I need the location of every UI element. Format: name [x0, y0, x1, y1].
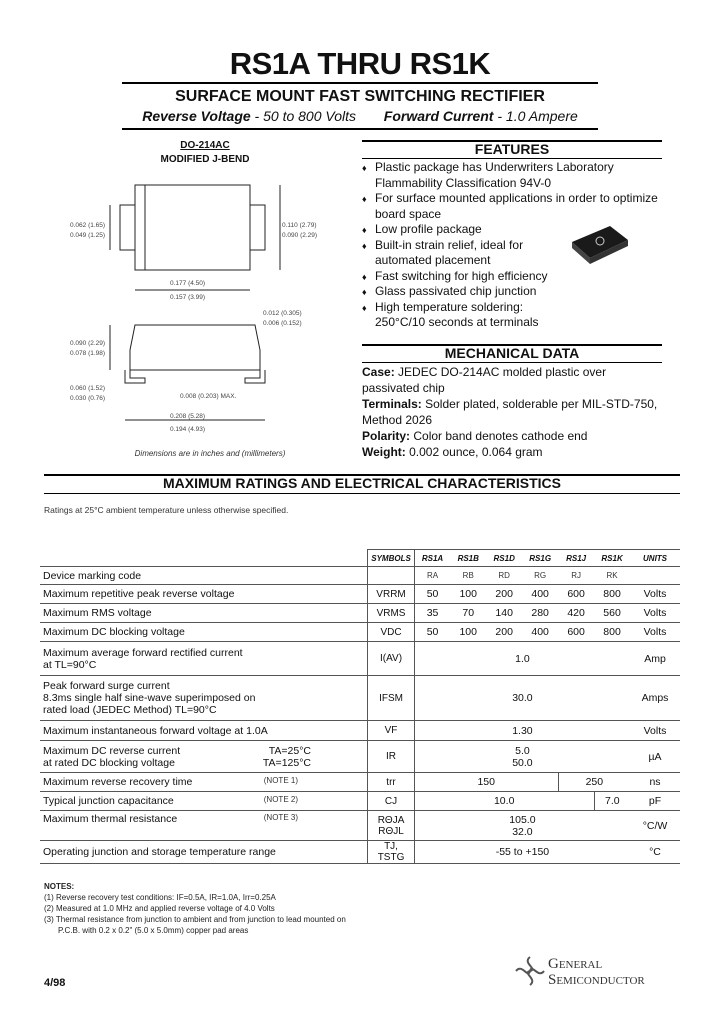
- package-outline-drawing: [70, 175, 340, 450]
- cell-value: 10.0: [414, 792, 594, 811]
- mechanical-data: [362, 364, 658, 460]
- column-header: UNITS: [630, 550, 680, 567]
- row-symbol-line: RΘJA: [377, 814, 405, 826]
- row-label: [40, 642, 368, 676]
- cell-value: 800: [594, 585, 630, 604]
- column-header: RS1D: [486, 550, 522, 567]
- dim-label: 0.049 (1.25): [70, 232, 106, 239]
- table-row: [40, 567, 680, 585]
- cell-value: RA: [414, 567, 450, 585]
- component-photo: [566, 218, 632, 266]
- dim-label: 0.090 (2.29): [282, 232, 318, 239]
- case-label: Case:: [362, 365, 395, 379]
- row-symbol: TJ, TSTG: [368, 841, 415, 864]
- logo-line-1: General: [548, 956, 603, 972]
- row-condition: TA=125°C: [262, 756, 311, 769]
- title-rule-top: [122, 82, 598, 84]
- note-1: (1) Reverse recovery test conditions: IF=0.5A, IR=1.0A, Irr=0.25A: [44, 893, 276, 902]
- cell-value: 1.0: [414, 642, 630, 676]
- ratings-table: [40, 549, 680, 864]
- column-header: RS1J: [558, 550, 594, 567]
- row-label-line: at rated DC blocking voltage: [43, 756, 175, 769]
- row-label: [40, 741, 368, 773]
- cell-value-line: 50.0: [512, 756, 533, 769]
- cell-value: -55 to +150: [414, 841, 630, 864]
- list-item: ♦ Fast switching for high efficiency: [362, 269, 652, 285]
- row-unit: Volts: [630, 585, 680, 604]
- list-item: ♦ Glass passivated chip junction: [362, 284, 652, 300]
- cell-value: 70: [450, 604, 486, 623]
- cell-value: 150: [414, 773, 558, 792]
- row-label: [40, 811, 368, 841]
- case-entry: [362, 364, 632, 396]
- list-item: ♦ Built-in strain relief, ideal for automated placement: [362, 238, 555, 269]
- cell-value: RG: [522, 567, 558, 585]
- reverse-voltage-value: - 50 to 800 Volts: [250, 108, 356, 124]
- cell-value: 50: [414, 623, 450, 642]
- row-unit: °C: [630, 841, 680, 864]
- cell-value: 140: [486, 604, 522, 623]
- package-type: MODIFIED J-BEND: [160, 154, 250, 165]
- row-symbol: CJ: [368, 792, 415, 811]
- dim-label: 0.078 (1.98): [70, 350, 106, 357]
- note-3: (3) Thermal resistance from junction to ambient and from junction to lead mounted on: [44, 915, 346, 924]
- row-unit: Volts: [630, 604, 680, 623]
- mechanical-rule-bottom: [362, 362, 662, 363]
- column-header: SYMBOLS: [368, 550, 415, 567]
- cell-value: 50: [414, 585, 450, 604]
- dim-label: 0.030 (0.76): [70, 395, 106, 402]
- ratings-heading: MAXIMUM RATINGS AND ELECTRICAL CHARACTERISTICS: [163, 475, 561, 491]
- row-unit: µA: [630, 741, 680, 773]
- cell-value: 560: [594, 604, 630, 623]
- list-item: ♦ Plastic package has Underwriters Laboratory Flammability Classification 94V-0: [362, 160, 645, 191]
- note-ref: (NOTE 3): [263, 813, 298, 822]
- column-header: RS1A: [414, 550, 450, 567]
- list-item: ♦ Low profile package: [362, 222, 652, 238]
- row-label: [40, 676, 368, 721]
- cell-value: 30.0: [414, 676, 630, 721]
- table-row: [40, 623, 680, 642]
- cell-value: RK: [594, 567, 630, 585]
- polarity-label: Polarity:: [362, 429, 411, 443]
- row-unit: °C/W: [630, 811, 680, 841]
- cell-value: 100: [450, 585, 486, 604]
- cell-value: 200: [486, 585, 522, 604]
- cell-value: [414, 741, 630, 773]
- polarity-text: Color band denotes cathode end: [410, 429, 588, 443]
- forward-current-label: Forward Current: [383, 108, 494, 124]
- row-label-line: rated load (JEDEC Method) TL=90°C: [43, 704, 217, 716]
- note-2: (2) Measured at 1.0 MHz and applied reverse voltage of 4.0 Volts: [44, 904, 275, 913]
- column-header: RS1B: [450, 550, 486, 567]
- table-row: [40, 792, 680, 811]
- cell-value-line: 5.0: [515, 744, 530, 757]
- ratings-rule-bottom: [44, 493, 680, 494]
- note-ref: (NOTE 1): [263, 776, 298, 785]
- row-symbol: VDC: [368, 623, 415, 642]
- cell-value: 280: [522, 604, 558, 623]
- revision-date: 4/98: [44, 977, 66, 989]
- row-label-text: Maximum reverse recovery time: [43, 776, 193, 788]
- row-label: Maximum instantaneous forward voltage at 1.0A: [40, 721, 368, 741]
- reverse-voltage-label: Reverse Voltage: [142, 108, 251, 124]
- row-label: [40, 773, 368, 792]
- row-label-line: Maximum average forward rectified current: [43, 646, 243, 659]
- dim-label: 0.177 (4.50): [170, 280, 206, 287]
- row-symbol-line: RΘJL: [378, 825, 404, 837]
- cell-value: RD: [486, 567, 522, 585]
- case-text: JEDEC DO-214AC molded plastic over passivated chip: [362, 365, 607, 395]
- row-label: [40, 792, 368, 811]
- row-symbol: VF: [368, 721, 415, 741]
- row-label: Maximum repetitive peak reverse voltage: [40, 585, 368, 604]
- notes-heading: NOTES:: [44, 882, 75, 891]
- row-symbol: IFSM: [368, 676, 415, 721]
- polarity-entry: [362, 428, 632, 444]
- weight-entry: [362, 444, 632, 460]
- list-item: ♦ High temperature soldering: 250°C/10 seconds at terminals: [362, 300, 560, 331]
- dim-label: 0.090 (2.29): [70, 340, 106, 347]
- notes: [44, 881, 346, 936]
- cell-value: 800: [594, 623, 630, 642]
- row-unit: Amp: [630, 642, 680, 676]
- row-symbol: [368, 811, 415, 841]
- row-symbol: IR: [368, 741, 415, 773]
- dim-label: 0.006 (0.152): [263, 320, 302, 327]
- row-label-line: Peak forward surge current: [43, 680, 170, 692]
- features-heading: FEATURES: [474, 141, 550, 157]
- dim-label: 0.157 (3.99): [170, 294, 206, 301]
- cell-value: 250: [558, 773, 630, 792]
- table-row: [40, 841, 680, 864]
- page-title: RS1A THRU RS1K: [229, 46, 491, 81]
- row-label-line: at TL=90°C: [43, 658, 97, 671]
- table-row: [40, 721, 680, 741]
- cell-value: 200: [486, 623, 522, 642]
- dim-label: 0.208 (5.28): [170, 413, 206, 420]
- row-unit: Volts: [630, 623, 680, 642]
- dim-label: 0.110 (2.79): [282, 222, 317, 229]
- dim-label: 0.060 (1.52): [70, 385, 106, 392]
- rating-summary: [0, 108, 720, 124]
- row-label: Operating junction and storage temperature range: [40, 841, 368, 864]
- row-label-text: Typical junction capacitance: [43, 795, 174, 807]
- row-condition: TA=25°C: [268, 744, 311, 757]
- table-row: [40, 773, 680, 792]
- terminals-text: Solder plated, solderable per MIL-STD-750, Method 2026: [362, 397, 658, 427]
- table-row: [40, 811, 680, 841]
- features-rule-bottom: [362, 158, 662, 159]
- table-row: [40, 585, 680, 604]
- row-label: Device marking code: [40, 567, 368, 585]
- cell-value: 600: [558, 585, 594, 604]
- table-row: [40, 604, 680, 623]
- dim-label: 0.062 (1.65): [70, 222, 106, 229]
- note-3-cont: P.C.B. with 0.2 x 0.2" (5.0 x 5.0mm) copper pad areas: [58, 926, 249, 935]
- package-name: DO-214AC: [180, 140, 230, 151]
- dim-label: 0.008 (0.203) MAX.: [180, 393, 237, 400]
- dim-label: 0.012 (0.305): [263, 310, 302, 317]
- subtitle: SURFACE MOUNT FAST SWITCHING RECTIFIER: [175, 88, 545, 105]
- cell-value: 100: [450, 623, 486, 642]
- table-row: [40, 676, 680, 721]
- row-unit: pF: [630, 792, 680, 811]
- row-symbol: VRRM: [368, 585, 415, 604]
- cell-value: 400: [522, 585, 558, 604]
- row-unit: ns: [630, 773, 680, 792]
- ratings-note: Ratings at 25°C ambient temperature unless otherwise specified.: [44, 505, 289, 515]
- row-unit: Volts: [630, 721, 680, 741]
- column-header: RS1G: [522, 550, 558, 567]
- cell-value: 400: [522, 623, 558, 642]
- cell-value-line: 32.0: [512, 825, 533, 838]
- cell-value: 1.30: [414, 721, 630, 741]
- title-rule-bottom: [122, 128, 598, 130]
- weight-label: Weight:: [362, 445, 406, 459]
- cell-value: 35: [414, 604, 450, 623]
- mechanical-heading: MECHANICAL DATA: [444, 345, 580, 361]
- company-logo-icon: [514, 955, 546, 987]
- cell-value: 600: [558, 623, 594, 642]
- row-label-line: Maximum DC reverse current: [43, 744, 181, 757]
- cell-value: [414, 811, 630, 841]
- terminals-entry: [362, 396, 662, 428]
- dim-label: 0.194 (4.93): [170, 426, 206, 433]
- row-unit: Amps: [630, 676, 680, 721]
- row-label-text: Maximum thermal resistance: [43, 813, 178, 825]
- weight-text: 0.002 ounce, 0.064 gram: [405, 445, 543, 459]
- row-symbol: trr: [368, 773, 415, 792]
- row-symbol: I(AV): [368, 642, 415, 676]
- table-row: [40, 642, 680, 676]
- cell-value: RB: [450, 567, 486, 585]
- terminals-label: Terminals:: [362, 397, 422, 411]
- list-item: ♦ For surface mounted applications in order to optimize board space: [362, 191, 670, 222]
- cell-value: 420: [558, 604, 594, 623]
- row-label-line: 8.3ms single half sine-wave superimposed on: [43, 692, 256, 704]
- row-label: Maximum DC blocking voltage: [40, 623, 368, 642]
- column-header: RS1K: [594, 550, 630, 567]
- cell-value: RJ: [558, 567, 594, 585]
- table-header-row: [40, 550, 680, 567]
- logo-line-2: Semiconductor: [548, 972, 645, 988]
- table-row: [40, 741, 680, 773]
- row-symbol: VRMS: [368, 604, 415, 623]
- note-ref: (NOTE 2): [263, 795, 298, 804]
- cell-value: 7.0: [594, 792, 630, 811]
- company-logo: [548, 956, 645, 988]
- dimension-note: Dimensions are in inches and (millimeters): [134, 449, 286, 458]
- forward-current-value: - 1.0 Ampere: [493, 108, 578, 124]
- row-label: Maximum RMS voltage: [40, 604, 368, 623]
- cell-value-line: 105.0: [509, 813, 536, 826]
